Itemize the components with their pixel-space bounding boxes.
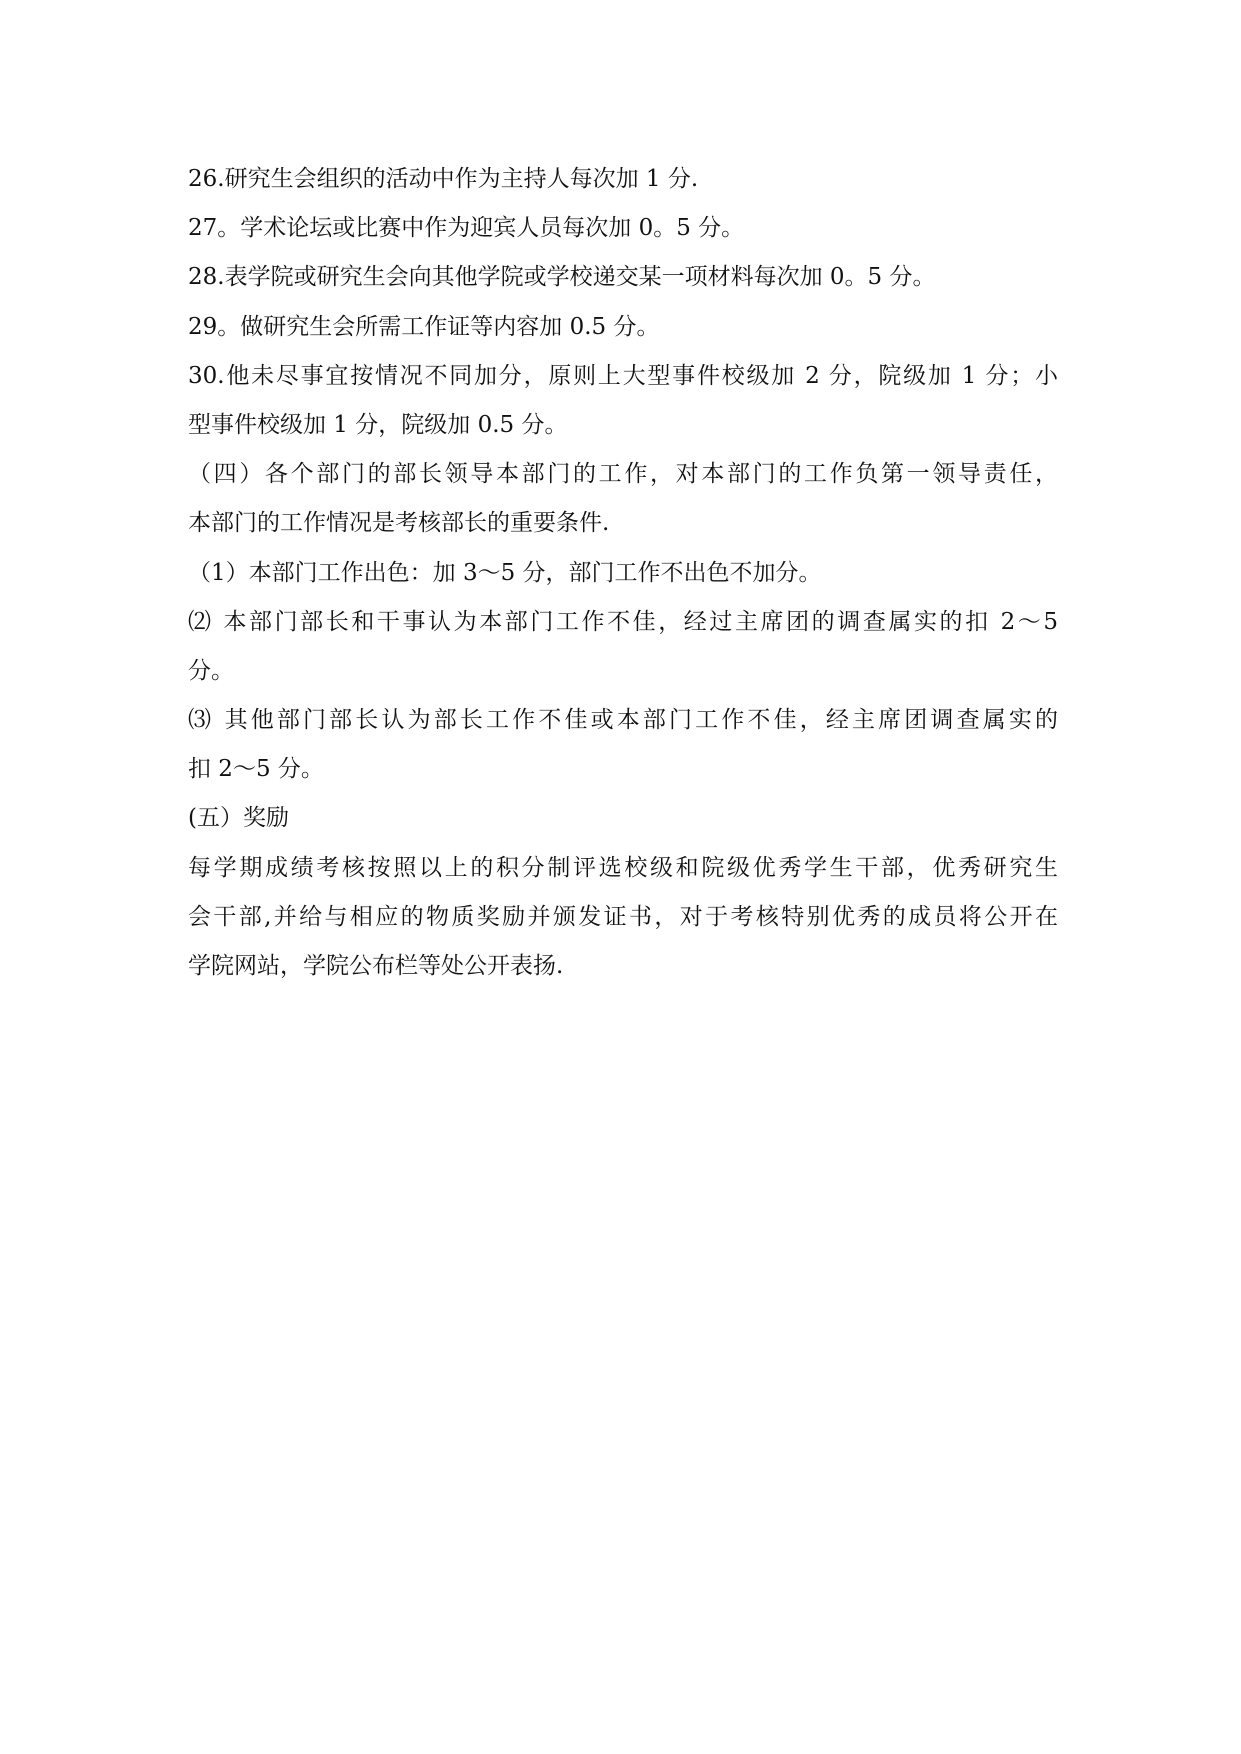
item-30-line-1: 30.他未尽事宜按情况不同加分，原则上大型事件校级加 2 分，院级加 1 分；小 [188, 362, 1058, 389]
reward-paragraph-line-1: 每学期成绩考核按照以上的积分制评选校级和院级优秀学生干部，优秀研究生 [188, 854, 1058, 881]
section-four-line-1: （四）各个部门的部长领导本部门的工作，对本部门的工作负第一领导责任， [188, 461, 1058, 488]
reward-paragraph-line-2: 会干部,并给与相应的物质奖励并颁发证书，对于考核特别优秀的成员将公开在 [188, 903, 1058, 930]
sub-item-3-line-1: ⑶ 其他部门部长认为部长工作不佳或本部门工作不佳，经主席团调查属实的 [188, 707, 1058, 734]
item-26: 26.研究生会组织的活动中作为主持人每次加 1 分. [188, 166, 699, 192]
item-30-line-2: 型事件校级加 1 分，院级加 0.5 分。 [188, 411, 568, 438]
section-five-heading: (五）奖励 [188, 805, 289, 832]
sub-item-2-line-1: ⑵ 本部门部长和干事认为本部门工作不佳，经过主席团的调查属实的扣 2～5 [188, 608, 1058, 635]
document-body [188, 155, 1058, 991]
item-28: 28.表学院或研究生会向其他学院或学校递交某一项材料每次加 0。5 分。 [188, 264, 936, 291]
sub-item-3-line-2: 扣 2～5 分。 [188, 756, 324, 783]
section-four-line-2: 本部门的工作情况是考核部长的重要条件. [188, 510, 610, 537]
reward-paragraph-line-3: 学院网站，学院公布栏等处公开表扬. [188, 953, 564, 979]
item-27: 27。学术论坛或比赛中作为迎宾人员每次加 0。5 分。 [188, 215, 745, 242]
item-29: 29。做研究生会所需工作证等内容加 0.5 分。 [188, 313, 660, 340]
sub-item-2-line-2: 分。 [188, 657, 234, 684]
sub-item-1: （1）本部门工作出色：加 3～5 分，部门工作不出色不加分。 [188, 559, 822, 586]
